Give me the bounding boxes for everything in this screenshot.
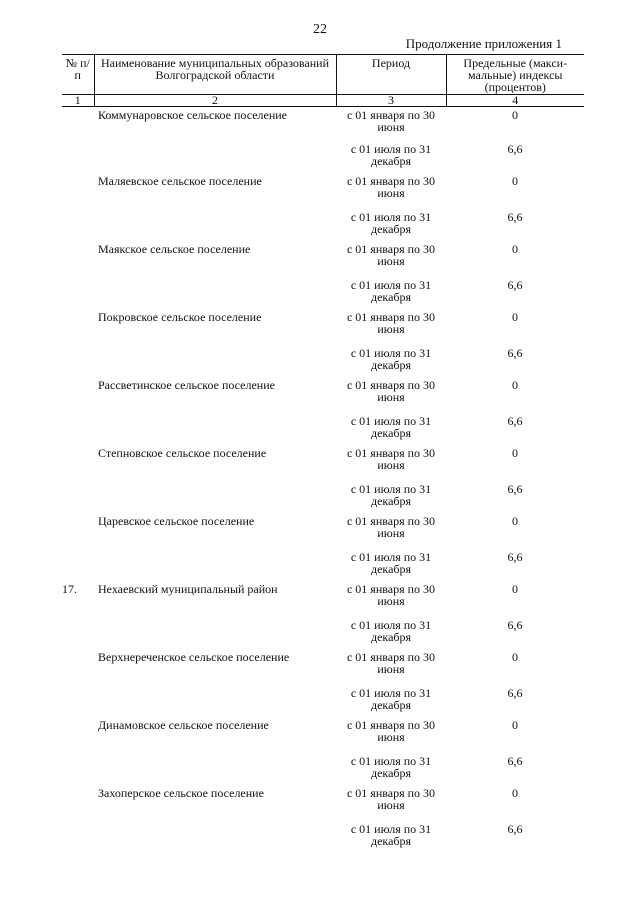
municipality-name: Рассветинское сельское поселение	[98, 378, 275, 392]
index-second-half: 6,6	[507, 210, 523, 224]
period-first-half: с 01 января по 30 июня	[346, 718, 436, 744]
period-second-half: с 01 июля по 31 декабря	[350, 482, 432, 508]
table-row	[62, 719, 584, 755]
period-second-half: с 01 июля по 31 декабря	[350, 210, 432, 236]
index-second-half: 6,6	[507, 278, 523, 292]
row-number	[62, 787, 94, 855]
municipality-name: Коммунаровское сельское поселение	[98, 108, 288, 122]
index-first-half: 0	[512, 310, 518, 324]
row-number	[62, 379, 94, 447]
index-first-half: 0	[512, 650, 518, 664]
row-number	[62, 651, 94, 719]
table-row	[62, 583, 584, 619]
period-second-half: с 01 июля по 31 декабря	[350, 686, 432, 712]
table-row	[62, 107, 584, 144]
index-first-half: 0	[512, 718, 518, 732]
index-second-half: 6,6	[507, 414, 523, 428]
index-second-half: 6,6	[507, 686, 523, 700]
period-second-half: с 01 июля по 31 декабря	[350, 754, 432, 780]
municipality-name: Нехаевский муниципальный район	[98, 582, 278, 596]
index-first-half: 0	[512, 582, 518, 596]
table-row	[62, 175, 584, 211]
index-second-half: 6,6	[507, 822, 523, 836]
period-second-half: с 01 июля по 31 декабря	[350, 618, 432, 644]
period-first-half: с 01 января по 30 июня	[346, 174, 436, 200]
row-number	[62, 719, 94, 787]
index-first-half: 0	[512, 786, 518, 800]
column-number-1: 1	[62, 95, 94, 107]
index-second-half: 6,6	[507, 346, 523, 360]
column-number-4: 4	[446, 95, 584, 107]
municipality-name: Степновское сельское поселение	[98, 446, 267, 460]
period-first-half: с 01 января по 30 июня	[346, 446, 436, 472]
row-number	[62, 447, 94, 515]
municipality-name: Царевское сельское поселение	[98, 514, 255, 528]
tariff-index-table	[62, 54, 584, 855]
row-number	[62, 243, 94, 311]
municipality-name: Верхнереченское сельское поселение	[98, 650, 290, 664]
index-first-half: 0	[512, 108, 518, 122]
table-header-row	[62, 55, 584, 95]
period-second-half: с 01 июля по 31 декабря	[350, 278, 432, 304]
period-second-half: с 01 июля по 31 декабря	[350, 142, 432, 168]
table-row	[62, 787, 584, 823]
index-second-half: 6,6	[507, 142, 523, 156]
municipality-name: Маляевское сельское поселение	[98, 174, 262, 188]
municipality-name: Захоперское сельское поселение	[98, 786, 264, 800]
municipality-name: Маякское сельское поселение	[98, 242, 251, 256]
table-body	[62, 107, 584, 856]
table-row	[62, 651, 584, 687]
period-first-half: с 01 января по 30 июня	[346, 242, 436, 268]
period-first-half: с 01 января по 30 июня	[346, 582, 436, 608]
appendix-continuation-note: Продолжение приложения 1	[405, 36, 562, 51]
period-second-half: с 01 июля по 31 декабря	[350, 550, 432, 576]
period-first-half: с 01 января по 30 июня	[346, 786, 436, 812]
period-first-half: с 01 января по 30 июня	[346, 108, 436, 134]
index-first-half: 0	[512, 446, 518, 460]
table-row	[62, 311, 584, 347]
index-first-half: 0	[512, 174, 518, 188]
index-first-half: 0	[512, 514, 518, 528]
period-first-half: с 01 января по 30 июня	[346, 650, 436, 676]
table-row	[62, 515, 584, 551]
header-max-index: Предельные (макси-мальные) индексы (процентов)	[446, 55, 584, 95]
table-row	[62, 447, 584, 483]
row-number	[62, 311, 94, 379]
row-number: 17.	[62, 582, 77, 596]
period-second-half: с 01 июля по 31 декабря	[350, 822, 432, 848]
municipality-name: Покровское сельское поселение	[98, 310, 262, 324]
index-second-half: 6,6	[507, 754, 523, 768]
row-number	[62, 175, 94, 243]
period-second-half: с 01 июля по 31 декабря	[350, 414, 432, 440]
header-number: № п/п	[62, 55, 94, 95]
index-second-half: 6,6	[507, 482, 523, 496]
column-number-row	[62, 95, 584, 107]
header-municipality: Наименование муниципальных образований Волгоградской области	[94, 55, 336, 95]
index-second-half: 6,6	[507, 550, 523, 564]
period-first-half: с 01 января по 30 июня	[346, 378, 436, 404]
period-first-half: с 01 января по 30 июня	[346, 514, 436, 540]
header-period: Период	[336, 55, 446, 95]
row-number	[62, 515, 94, 583]
table-row	[62, 243, 584, 279]
column-number-2: 2	[94, 95, 336, 107]
municipality-name: Динамовское сельское поселение	[98, 718, 269, 732]
period-second-half: с 01 июля по 31 декабря	[350, 346, 432, 372]
row-number	[62, 107, 94, 176]
column-number-3: 3	[336, 95, 446, 107]
index-first-half: 0	[512, 378, 518, 392]
index-second-half: 6,6	[507, 618, 523, 632]
page-number: 22	[313, 22, 327, 37]
table-row	[62, 379, 584, 415]
period-first-half: с 01 января по 30 июня	[346, 310, 436, 336]
index-first-half: 0	[512, 242, 518, 256]
